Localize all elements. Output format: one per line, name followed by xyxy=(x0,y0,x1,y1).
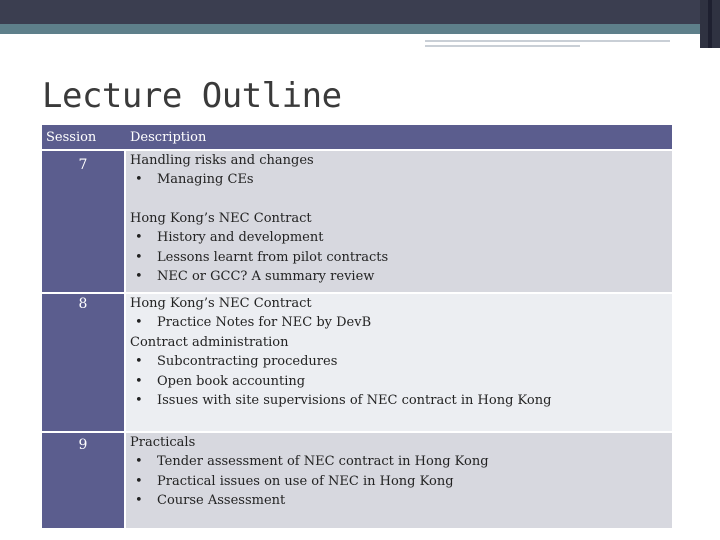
top-decor-bar xyxy=(0,0,720,24)
bullet-item xyxy=(130,452,668,471)
bullet-item xyxy=(130,248,668,267)
table-row xyxy=(42,151,672,294)
decor-line xyxy=(425,40,670,42)
session-number: 9 xyxy=(78,437,88,453)
bullet-text: Practice Notes for NEC by DevB xyxy=(157,315,372,331)
bullet-text: Subcontracting procedures xyxy=(157,354,338,370)
bullet-text: Issues with site supervisions of NEC contract in Hong Kong xyxy=(157,393,552,409)
bullet-icon: • xyxy=(135,473,143,489)
bullet-item xyxy=(130,491,668,510)
corner-decor xyxy=(700,0,720,48)
bullet-text: Course Assessment xyxy=(157,493,286,509)
bullet-text: Managing CEs xyxy=(157,172,254,188)
description-cell xyxy=(126,433,672,530)
bullet-item xyxy=(130,170,668,189)
bullet-icon: • xyxy=(135,269,143,285)
bullet-icon: • xyxy=(135,454,143,470)
table-row xyxy=(42,433,672,530)
topic-heading: Handling risks and changes xyxy=(130,153,314,168)
bullet-item xyxy=(130,313,668,332)
bullet-text: Open book accounting xyxy=(157,373,306,389)
bullet-icon: • xyxy=(135,373,143,389)
decor-line xyxy=(425,45,580,47)
topic-heading: Practicals xyxy=(130,435,196,450)
bullet-text: Tender assessment of NEC contract in Hong Kong xyxy=(157,454,489,470)
session-cell xyxy=(42,433,126,530)
table-header-row xyxy=(42,125,672,151)
line-gap xyxy=(130,190,668,209)
session-cell xyxy=(42,151,126,294)
bullet-text: History and development xyxy=(157,230,324,246)
bullet-item xyxy=(130,267,668,286)
bullet-item xyxy=(130,472,668,491)
bullet-text: Lessons learnt from pilot contracts xyxy=(157,249,389,265)
bullet-item xyxy=(130,391,668,410)
session-cell xyxy=(42,294,126,433)
topic-heading: Hong Kong’s NEC Contract xyxy=(130,210,312,226)
topic-heading: Contract administration xyxy=(130,334,289,350)
header-description: Description xyxy=(126,125,672,151)
bullet-icon: • xyxy=(135,249,143,265)
bullet-icon: • xyxy=(135,493,143,509)
bullet-item xyxy=(130,228,668,247)
top-accent-strip xyxy=(0,24,720,34)
bullet-item xyxy=(130,372,668,391)
bullet-icon: • xyxy=(135,172,143,188)
bullet-icon: • xyxy=(135,315,143,331)
bullet-icon: • xyxy=(135,354,143,370)
outline-table xyxy=(42,125,672,530)
session-number: 7 xyxy=(78,157,88,173)
table-row xyxy=(42,294,672,433)
bullet-icon: • xyxy=(135,230,143,246)
bullet-text: Practical issues on use of NEC in Hong Kong xyxy=(157,473,454,489)
slide-title: Lecture Outline xyxy=(42,76,342,116)
header-session: Session xyxy=(42,125,126,151)
bullet-icon: • xyxy=(135,393,143,409)
bullet-item xyxy=(130,352,668,371)
description-cell xyxy=(126,151,672,294)
topic-heading: Hong Kong’s NEC Contract xyxy=(130,296,312,311)
bullet-text: NEC or GCC? A summary review xyxy=(157,269,375,285)
session-number: 8 xyxy=(78,296,88,312)
description-cell xyxy=(126,294,672,433)
